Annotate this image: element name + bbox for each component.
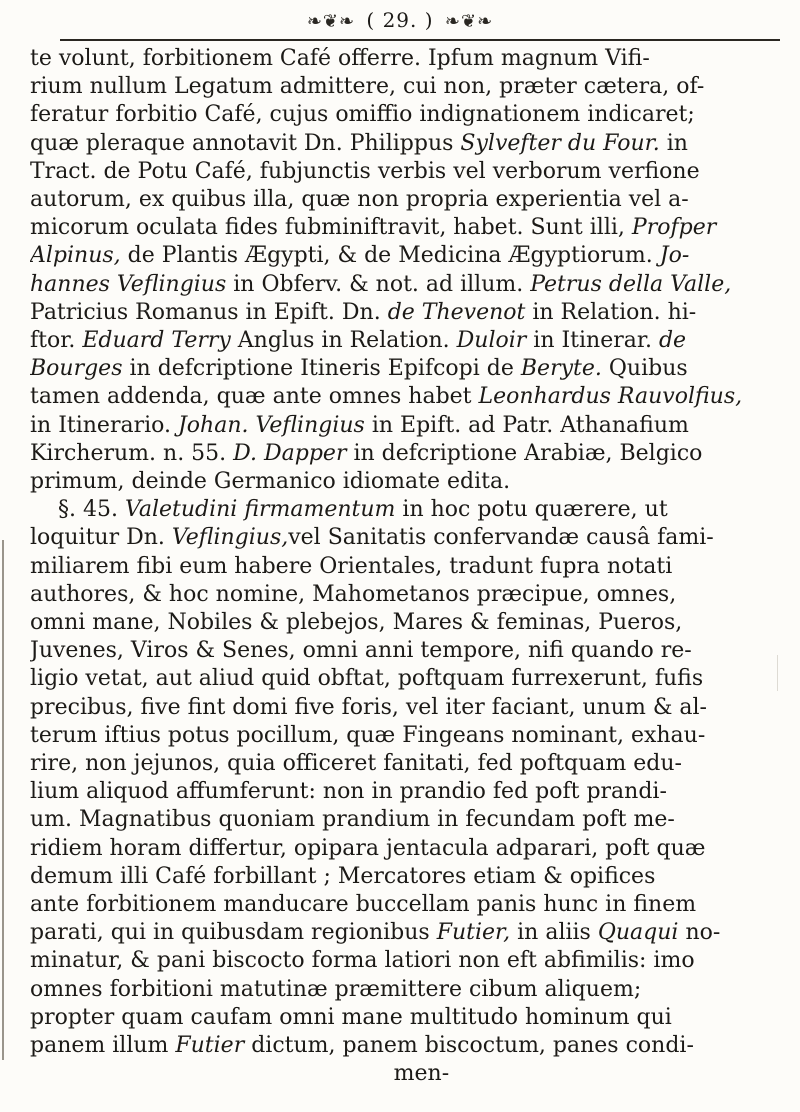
text-run: in Epift. ad Patr. Athanafium [364,412,689,438]
italic-run: Profper [631,215,717,241]
italic-run: Petrus della Valle, [530,271,732,297]
text-run: authores, & hoc nomine, Mahometanos præcipue, omnes, [30,581,677,607]
italic-run: Leonhardus Rauvolfius, [478,384,743,410]
text-run: propter quam caufam omni mane multitudo hominum qui [30,1004,672,1030]
text-run: demum illi Café forbillant ; Mercatores etiam & opifices [30,863,656,889]
italic-run: Beryte. [520,356,602,382]
italic-run: D. Dapper [233,440,347,466]
italic-run: Sylvefter du Four. [460,130,660,156]
italic-run: hannes Veflingius [30,271,227,297]
text-run: in aliis [510,920,598,946]
text-run: minatur, & pani biscocto forma latiori non eft abfimilis: imo [30,948,695,974]
bleed-through-mark [777,655,794,691]
text-run: omnes forbitioni matutinæ præmittere cibum aliquem; [30,976,642,1002]
header-ornament-right: ❧❦❧ [444,11,494,32]
text-run: in [659,130,688,156]
text-run: ligio vetat, aut aliud quid obftat, poftquam furrexerunt, fufis [30,666,704,692]
italic-run: de [658,328,687,353]
text-run: ante forbitionem manducare buccellam panis hunc in finem [30,892,697,917]
header-rule [60,39,780,41]
italic-run: Duloir [456,328,527,353]
italic-run: Alpinus, [30,243,121,269]
text-run: um. Magnatibus quoniam prandium in fecundam poft me- [30,807,675,833]
text-run: primum, deinde Germanico idiomate edita. [30,469,511,494]
text-run: Juvenes, Viros & Senes, omni anni tempore, nifi quando re- [30,638,692,664]
text-run: parati, qui in quibusdam regionibus [30,920,437,946]
italic-run: Veflingius, [171,525,289,551]
text-run: Tract. de Potu Café, fubjunctis verbis vel verborum verfione [30,158,700,184]
text-run: in hoc potu quærere, ut [395,497,668,523]
text-run: §. 45. [30,497,125,523]
text-run: no- [678,920,721,946]
italic-run: Johan. Veflingius [177,412,365,438]
text-run: micorum oculata fides fubminiftravit, habet. Sunt illi, [30,215,632,241]
text-run: Anglus in Relation. [230,328,457,353]
text-run: in defcriptione Arabiæ, Belgico [346,440,703,466]
text-line [30,1057,778,1090]
text-run: in Obferv. & not. ad illum. [226,271,531,297]
page-number: ( 29. ) [366,8,434,32]
text-run: dictum, panem biscoctum, panes condi- [244,1033,694,1058]
text-run: rium nullum Legatum admittere, cui non, præter cætera, of- [30,74,705,100]
text-run: te volunt, forbitionem Café offerre. Ipfum magnum Vifi- [30,46,650,71]
italic-run: Jo- [659,243,690,269]
text-run: precibus, five fint domi five foris, vel iter faciant, unum & al- [30,694,707,720]
page-header [0,6,800,36]
text-run: Quibus [601,356,688,382]
italic-run: Eduard Terry [82,328,231,353]
text-run: terum iftius potus pocillum, quæ Fingeans nominant, exhau- [30,722,706,748]
text-run: Patricius Romanus in Epift. Dn. [30,299,388,325]
text-run: feratur forbitio Café, cujus omiffio indignationem indicaret; [30,102,695,128]
text-run: in defcriptione Itineris Epifcopi de [122,356,521,382]
italic-run: Futier, [436,920,511,946]
text-run: omni mane, Nobiles & plebejos, Mares & feminas, Pueros, [30,610,683,635]
italic-run: de Thevenot [387,299,526,325]
text-run: panem illum [30,1033,176,1058]
text-run: lium aliquod affumferunt: non in prandio fed poft prandi- [30,779,667,805]
text-run: vel Sanitatis confervandæ causâ fami- [288,525,714,551]
text-run: loquitur Dn. [30,525,172,551]
text-run: autorum, ex quibus illa, quæ non propria experientia vel a- [30,187,689,212]
text-run: ridiem horam differtur, opipara jentacula adparari, poft quæ [30,835,706,861]
text-run: tamen addenda, quæ ante omnes habet [30,384,479,410]
text-run: men- [30,1061,450,1087]
header-ornament-left: ❧❦❧ [306,11,356,32]
text-run: quæ pleraque annotavit Dn. Philippus [30,130,461,156]
text-run: rire, non jejunos, quia officeret fanitati, fed poftquam edu- [30,751,682,776]
binding-shadow [2,540,4,1060]
text-run: in Itinerar. [526,328,659,353]
text-run: in Relation. hi- [525,299,697,325]
text-run: de Plantis Ægypti, & de Medicina Ægyptiorum. [120,243,660,269]
text-run: Kircherum. n. 55. [30,440,234,466]
italic-run: Valetudini firmamentum [124,497,396,523]
text-run: in Itinerario. [30,412,178,438]
italic-run: Quaqui [597,920,679,946]
text-run: ftor. [30,328,83,353]
italic-run: Bourges [30,356,123,382]
italic-run: Futier [175,1033,245,1058]
text-run: miliarem fibi eum habere Orientales, tradunt fupra notati [30,553,673,579]
